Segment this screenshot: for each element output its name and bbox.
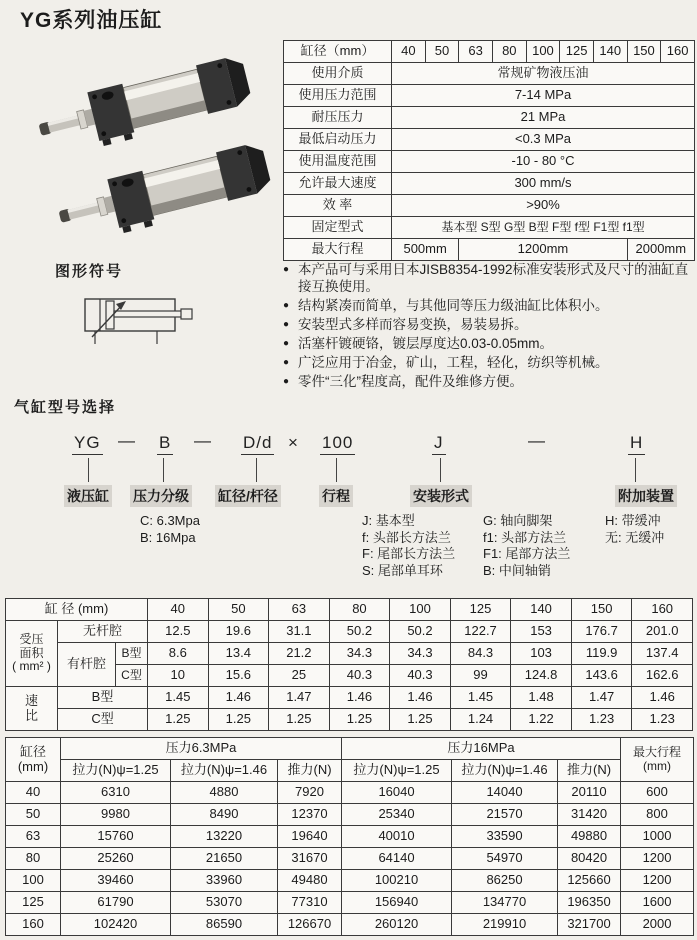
- feature-list: [283, 261, 697, 392]
- table-cell: 1.47: [571, 687, 632, 709]
- table-row: [284, 63, 695, 85]
- table-header: 缸 径 (mm): [6, 599, 148, 621]
- table-cell: 143.6: [571, 665, 632, 687]
- table-cell: 2000: [621, 914, 694, 936]
- table-cell: 50: [208, 599, 269, 621]
- table-cell: 77310: [278, 892, 342, 914]
- table-row: [6, 643, 693, 665]
- code-series: YG: [72, 433, 103, 455]
- list-item: f: 头部长方法兰: [362, 529, 451, 545]
- pressure-options: [140, 513, 200, 546]
- table-row: [6, 892, 694, 914]
- table-cell: 49880: [558, 826, 621, 848]
- list-item: H: 带缓冲: [605, 513, 661, 528]
- list-item: J: 基本型: [362, 513, 415, 528]
- cylinder-photos: [12, 52, 277, 257]
- table-row: [284, 173, 695, 195]
- table-header: 固定型式: [284, 217, 392, 239]
- table-cell: 103: [511, 643, 572, 665]
- table-cell: 201.0: [632, 621, 693, 643]
- table-cell: 1.47: [269, 687, 330, 709]
- table-cell: 125: [450, 599, 511, 621]
- table-cell: 7920: [278, 782, 342, 804]
- table-cell: 63: [6, 826, 61, 848]
- table-cell: 80: [329, 599, 390, 621]
- table-cell: 100: [6, 870, 61, 892]
- cylinder-symbol: [75, 292, 210, 357]
- code-extra: H: [628, 433, 645, 455]
- table-cell: 1.24: [450, 709, 511, 731]
- table-cell: 1.46: [208, 687, 269, 709]
- table-cell: 1.45: [148, 687, 209, 709]
- list-item: C: 6.3Mpa: [140, 513, 200, 528]
- table-header: 最大行程 (mm): [621, 738, 694, 782]
- table-cell: 119.9: [571, 643, 632, 665]
- table-cell: 150: [627, 41, 661, 63]
- connector-line: [163, 458, 164, 482]
- list-item: G: 轴向脚架: [483, 513, 553, 528]
- table-cell: 50: [425, 41, 459, 63]
- table-cell: 推力(N): [558, 760, 621, 782]
- table-cell: 1600: [621, 892, 694, 914]
- table-cell: 10: [148, 665, 209, 687]
- table-cell: 25260: [61, 848, 171, 870]
- table-cell: 1200: [621, 870, 694, 892]
- table-cell: 80420: [558, 848, 621, 870]
- connector-line: [635, 458, 636, 482]
- table-row: [6, 709, 693, 731]
- table-cell: 54970: [452, 848, 558, 870]
- table-cell: 1.48: [511, 687, 572, 709]
- code-dash: —: [194, 431, 212, 450]
- list-item: ● 安装型式多样而容易变换，易装易拆。: [283, 316, 697, 333]
- table-cell: 125660: [558, 870, 621, 892]
- table-row: [284, 129, 695, 151]
- table-cell: 1.23: [632, 709, 693, 731]
- table-header: 速 比: [6, 687, 58, 731]
- table-cell: 20110: [558, 782, 621, 804]
- area-table: [5, 598, 693, 731]
- table-cell: 321700: [558, 914, 621, 936]
- table-cell: 99: [450, 665, 511, 687]
- spec-table: [283, 40, 695, 261]
- table-cell: 9980: [61, 804, 171, 826]
- table-header: 缸径 (mm): [6, 738, 61, 782]
- connector-line: [256, 458, 257, 482]
- table-header: 耐压压力: [284, 107, 392, 129]
- table-cell: 156940: [342, 892, 452, 914]
- table-cell: 拉力(N)ψ=1.46: [452, 760, 558, 782]
- table-row: [284, 151, 695, 173]
- table-header: B型: [58, 687, 148, 709]
- table-cell: 1.25: [148, 709, 209, 731]
- table-cell: 300 mm/s: [392, 173, 695, 195]
- table-cell: 16040: [342, 782, 452, 804]
- table-cell: 160: [632, 599, 693, 621]
- table-cell: 40: [6, 782, 61, 804]
- connector-line: [88, 458, 89, 482]
- code-pressure: B: [157, 433, 173, 455]
- table-cell: 19640: [278, 826, 342, 848]
- table-cell: 21650: [171, 848, 278, 870]
- table-header: 使用介质: [284, 63, 392, 85]
- table-row: [284, 41, 695, 63]
- table-row: [284, 239, 695, 261]
- table-header: 压力16MPa: [342, 738, 621, 760]
- table-cell: 50.2: [329, 621, 390, 643]
- table-cell: 39460: [61, 870, 171, 892]
- table-cell: 100: [526, 41, 560, 63]
- table-cell: 125: [6, 892, 61, 914]
- table-row: [6, 914, 694, 936]
- table-cell: 86590: [171, 914, 278, 936]
- table-header: 使用温度范围: [284, 151, 392, 173]
- table-row: [6, 782, 694, 804]
- table-row: [6, 870, 694, 892]
- table-cell: 126670: [278, 914, 342, 936]
- table-cell: 160: [6, 914, 61, 936]
- table-cell: <0.3 MPa: [392, 129, 695, 151]
- table-cell: 176.7: [571, 621, 632, 643]
- table-cell: 31670: [278, 848, 342, 870]
- table-row: [6, 826, 694, 848]
- table-cell: 124.8: [511, 665, 572, 687]
- table-cell: 50.2: [390, 621, 451, 643]
- table-cell: 13.4: [208, 643, 269, 665]
- table-cell: 1200mm: [459, 239, 627, 261]
- table-cell: 34.3: [390, 643, 451, 665]
- label-pressure-class: 压力分级: [130, 485, 192, 507]
- table-cell: 19.6: [208, 621, 269, 643]
- table-cell: 600: [621, 782, 694, 804]
- table-cell: 102420: [61, 914, 171, 936]
- table-cell: 31.1: [269, 621, 330, 643]
- cylinder-photo-top: [34, 54, 254, 160]
- code-times: ×: [288, 433, 299, 452]
- label-stroke: 行程: [319, 485, 353, 507]
- table-cell: 122.7: [450, 621, 511, 643]
- table-row: [6, 621, 693, 643]
- label-bore-rod: 缸径/杆径: [215, 485, 281, 507]
- table-cell: 拉力(N)ψ=1.46: [171, 760, 278, 782]
- table-cell: 40.3: [329, 665, 390, 687]
- mounting-options-2: [483, 513, 570, 579]
- label-mounting-type: 安装形式: [410, 485, 472, 507]
- table-header: 最大行程: [284, 239, 392, 261]
- list-item: F1: 尾部方法兰: [483, 546, 571, 561]
- table-cell: 150: [571, 599, 632, 621]
- label-extra-device: 附加装置: [615, 485, 677, 507]
- page-title: YG系列油压缸: [20, 9, 163, 32]
- table-cell: 1.25: [208, 709, 269, 731]
- table-cell: 12.5: [148, 621, 209, 643]
- table-cell: 13220: [171, 826, 278, 848]
- table-cell: >90%: [392, 195, 695, 217]
- connector-line: [336, 458, 337, 482]
- table-row: [284, 85, 695, 107]
- table-cell: 33590: [452, 826, 558, 848]
- table-row: [284, 217, 695, 239]
- table-cell: 25340: [342, 804, 452, 826]
- table-cell: 6310: [61, 782, 171, 804]
- cylinder-photo-bottom: [54, 141, 274, 247]
- table-cell: 219910: [452, 914, 558, 936]
- table-cell: 134770: [452, 892, 558, 914]
- table-cell: 1.25: [329, 709, 390, 731]
- table-row: [6, 848, 694, 870]
- table-cell: 40: [392, 41, 426, 63]
- table-cell: 34.3: [329, 643, 390, 665]
- table-cell: 162.6: [632, 665, 693, 687]
- table-cell: 常规矿物液压油: [392, 63, 695, 85]
- list-item: 无: 无缓冲: [605, 529, 665, 545]
- table-cell: 1.22: [511, 709, 572, 731]
- table-cell: 拉力(N)ψ=1.25: [61, 760, 171, 782]
- table-header: 缸径（mm）: [284, 41, 392, 63]
- table-header: 效 率: [284, 195, 392, 217]
- table-row: [6, 760, 694, 782]
- table-cell: 140: [593, 41, 627, 63]
- table-cell: 1.25: [269, 709, 330, 731]
- table-header: 无杆腔: [58, 621, 148, 643]
- table-cell: 80: [492, 41, 526, 63]
- list-item: ● 活塞杆镀硬铬，镀层厚度达0.03-0.05mm。: [283, 335, 697, 352]
- table-cell: 153: [511, 621, 572, 643]
- list-item: B: 中间轴销: [483, 562, 551, 578]
- table-cell: 拉力(N)ψ=1.25: [342, 760, 452, 782]
- table-cell: 12370: [278, 804, 342, 826]
- table-row: [284, 195, 695, 217]
- table-cell: 1.46: [329, 687, 390, 709]
- table-cell: 40.3: [390, 665, 451, 687]
- table-cell: 1000: [621, 826, 694, 848]
- table-cell: 100: [390, 599, 451, 621]
- connector-line: [440, 458, 441, 482]
- model-heading: 气缸型号选择: [14, 399, 117, 416]
- symbol-heading: 图形符号: [55, 263, 124, 280]
- table-cell: 21.2: [269, 643, 330, 665]
- table-cell: 63: [269, 599, 330, 621]
- code-mounting: J: [432, 433, 446, 455]
- extra-options: [605, 513, 664, 546]
- table-cell: 31420: [558, 804, 621, 826]
- table-header: 最低启动压力: [284, 129, 392, 151]
- table-cell: 80: [6, 848, 61, 870]
- table-header: 压力6.3MPa: [61, 738, 342, 760]
- table-cell: 21 MPa: [392, 107, 695, 129]
- table-cell: 1.46: [390, 687, 451, 709]
- table-header: 允许最大速度: [284, 173, 392, 195]
- table-cell: 64140: [342, 848, 452, 870]
- table-cell: 63: [459, 41, 493, 63]
- table-cell: 86250: [452, 870, 558, 892]
- table-cell: 140: [511, 599, 572, 621]
- table-cell: 21570: [452, 804, 558, 826]
- table-header: 受压 面积 ( mm² ): [6, 621, 58, 687]
- table-cell: 61790: [61, 892, 171, 914]
- table-header: 有杆腔: [58, 643, 116, 687]
- table-cell: 100210: [342, 870, 452, 892]
- table-row: [6, 687, 693, 709]
- table-cell: 1.23: [571, 709, 632, 731]
- table-cell: 160: [661, 41, 695, 63]
- list-item: ● 广泛应用于冶金，矿山，工程，轻化，纺织等机械。: [283, 354, 697, 371]
- table-cell: 4880: [171, 782, 278, 804]
- table-cell: 15760: [61, 826, 171, 848]
- table-row: [6, 738, 694, 760]
- table-row: [284, 107, 695, 129]
- list-item: ● 零件“三化”程度高，配件及维修方便。: [283, 373, 697, 390]
- table-row: [6, 599, 693, 621]
- mounting-options-1: [362, 513, 455, 579]
- table-header: B型: [116, 643, 148, 665]
- table-cell: -10 - 80 °C: [392, 151, 695, 173]
- table-cell: 1.25: [390, 709, 451, 731]
- table-cell: 1200: [621, 848, 694, 870]
- list-item: S: 尾部单耳环: [362, 562, 443, 578]
- table-cell: 8490: [171, 804, 278, 826]
- code-stroke: 100: [320, 433, 355, 455]
- table-cell: 50: [6, 804, 61, 826]
- code-bore-rod: D/d: [241, 433, 274, 455]
- table-cell: 25: [269, 665, 330, 687]
- table-cell: 137.4: [632, 643, 693, 665]
- label-hydraulic-cylinder: 液压缸: [64, 485, 112, 507]
- table-cell: 260120: [342, 914, 452, 936]
- table-cell: 53070: [171, 892, 278, 914]
- table-cell: 14040: [452, 782, 558, 804]
- list-item: F: 尾部长方法兰: [362, 546, 456, 561]
- table-cell: 33960: [171, 870, 278, 892]
- force-table: [5, 737, 694, 936]
- table-cell: 1.45: [450, 687, 511, 709]
- table-cell: 推力(N): [278, 760, 342, 782]
- table-cell: 49480: [278, 870, 342, 892]
- table-cell: 40: [148, 599, 209, 621]
- table-cell: 84.3: [450, 643, 511, 665]
- table-header: C型: [58, 709, 148, 731]
- table-cell: 15.6: [208, 665, 269, 687]
- table-header: C型: [116, 665, 148, 687]
- table-cell: 196350: [558, 892, 621, 914]
- table-cell: 800: [621, 804, 694, 826]
- table-cell: 125: [560, 41, 594, 63]
- table-cell: 2000mm: [627, 239, 694, 261]
- code-dash: —: [528, 431, 546, 450]
- table-row: [6, 804, 694, 826]
- list-item: f1: 头部方法兰: [483, 529, 567, 545]
- table-cell: 8.6: [148, 643, 209, 665]
- list-item: ● 本产品可与采用日本JISB8354-1992标准安装形式及尺寸的油缸直接互换使用。: [283, 261, 697, 295]
- list-item: ● 结构紧凑而简单，与其他同等压力级油缸比体积小。: [283, 297, 697, 314]
- table-cell: 基本型 S型 G型 B型 F型 f型 F1型 f1型: [392, 217, 695, 239]
- code-dash: —: [118, 431, 136, 450]
- list-item: B: 16Mpa: [140, 529, 196, 545]
- table-cell: 40010: [342, 826, 452, 848]
- table-cell: 1.46: [632, 687, 693, 709]
- table-cell: 500mm: [392, 239, 459, 261]
- table-cell: 7-14 MPa: [392, 85, 695, 107]
- table-header: 使用压力范围: [284, 85, 392, 107]
